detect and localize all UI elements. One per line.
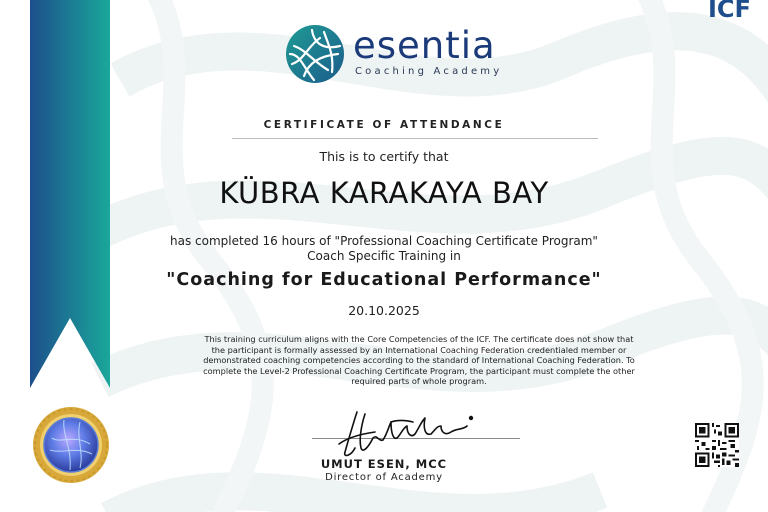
icf-logo-icon (706, 0, 758, 22)
esentia-logo-icon (284, 24, 346, 84)
heading-divider (232, 138, 598, 139)
qr-code-icon (695, 423, 739, 467)
training-line: Coach Specific Training in (307, 249, 461, 263)
disclaimer-line: This training curriculum aligns with the Core Competencies of the ICF. The certificate does not show that (204, 334, 634, 344)
icf-logo (706, 0, 758, 22)
disclaimer-line: complete the Level-2 Professional Coaching Certificate Program, the participant must complete the other (203, 365, 635, 376)
certify-line: This is to certify that (319, 149, 449, 164)
signatory-title: Director of Academy (325, 472, 443, 483)
completion-line: has completed 16 hours of "Professional Coaching Certificate Program" (170, 234, 598, 248)
brand-name: esentia (353, 24, 496, 67)
signature-image (335, 404, 480, 460)
brand-subtitle: Coaching Academy (355, 66, 503, 77)
certificate-heading: CERTIFICATE OF ATTENDANCE (263, 119, 505, 131)
disclaimer-text (178, 334, 660, 387)
disclaimer-line: demonstrated coaching competencies according to the standard of International Coaching Federation. To (203, 355, 635, 366)
recipient-name: KÜBRA KARAKAYA BAY (219, 176, 549, 210)
disclaimer-line: required parts of whole program. (351, 376, 487, 387)
seal-badge-icon (30, 404, 112, 486)
disclaimer-line: the participant is formally assessed by an International Coaching Federation credentialed member or (211, 344, 627, 355)
signatory-name: UMUT ESEN, MCC (320, 457, 448, 471)
certificate-date: 20.10.2025 (348, 303, 420, 318)
course-title: "Coaching for Educational Performance" (166, 270, 602, 290)
svg-text:ICF: ICF (708, 0, 751, 22)
